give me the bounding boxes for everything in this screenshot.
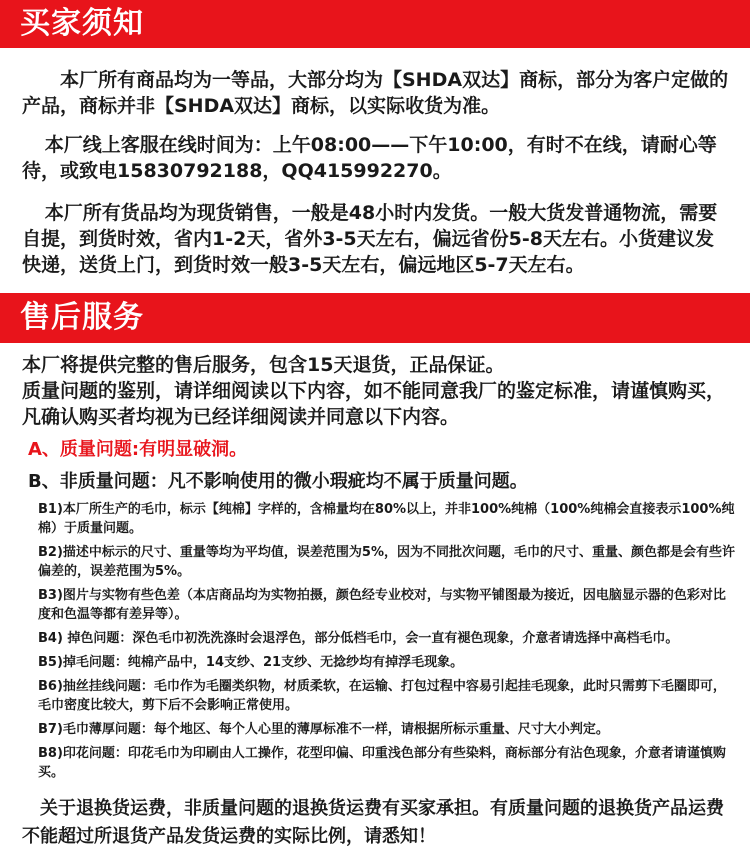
section-title-buyer-notice: 买家须知	[20, 6, 144, 41]
non-quality-issue-item-b: B、非质量问题：凡不影响使用的微小瑕疵均不属于质量问题。	[28, 471, 528, 492]
section-title-after-sales: 售后服务	[20, 300, 144, 335]
notice-shipping-paragraph: 本厂所有货品均为现货销售，一般是48小时内发货。一般大货发普通物流，需要自提，到货时效，省内1-2天，省外3-5天左右，偏远省份5-8天左右。小货建议发快递，送货上门，到货时效一般3-5天左右，偏远地区5-7天左右。	[22, 202, 718, 276]
list-item: B5)掉毛问题：纯棉产品中，14支纱、21支纱、无捻纱均有掉浮毛现象。	[38, 655, 464, 670]
list-item: B6)抽丝挂线问题：毛巾作为毛圈类织物，材质柔软，在运输、打包过程中容易引起挂毛现象，此时只需剪下毛圈即可，毛巾密度比较大，剪下后不会影响正常使用。	[38, 679, 726, 713]
list-item: B2)描述中标示的尺寸、重量等均为平均值，误差范围为5%，因为不同批次问题，毛巾的尺寸、重量、颜色都是会有些许偏差的，误差范围为5%。	[38, 545, 735, 579]
list-item: B3)图片与实物有些色差（本店商品均为实物拍摄，颜色经专业校对，与实物平铺图最为接近，因电脑显示器的色彩对比度和色温等都有差异等）。	[38, 588, 726, 622]
notice-service-hours-paragraph: 本厂线上客服在线时间为：上午08:00——下午10:00，有时不在线，请耐心等待，或致电15830792188，QQ415992270。	[22, 134, 717, 182]
list-item: B7)毛巾薄厚问题：每个地区、每个人心里的薄厚标准不一样，请根据所标示重量、尺寸大小判定。	[38, 722, 609, 737]
non-quality-issue-list	[38, 500, 738, 787]
list-item: B4) 掉色问题：深色毛巾初洗洗涤时会退浮色，部分低档毛巾，会一直有褪色现象，介意者请选择中高档毛巾。	[38, 631, 679, 646]
quality-issue-item-a: A、质量问题:有明显破洞。	[28, 439, 248, 460]
section-banner-buyer-notice	[0, 0, 750, 48]
list-item: B8)印花问题：印花毛巾为印刷由人工操作，花型印偏、印重浅色部分有些染料，商标部分有沾色现象，介意者请谨慎购买。	[38, 746, 726, 780]
section-banner-after-sales	[0, 293, 750, 343]
list-item: B1)本厂所生产的毛巾，标示【纯棉】字样的，含棉量均在80%以上，并非100%纯棉（100%纯棉会直接表示100%纯棉）于质量问题。	[38, 502, 735, 536]
return-shipping-fee-note: 关于退换货运费，非质量问题的退换货运费有买家承担。有质量问题的退换货产品运费不能超过所退货产品发货运费的实际比例，请悉知！	[22, 798, 724, 847]
after-sales-intro: 本厂将提供完整的售后服务，包含15天退货，正品保证。	[22, 354, 505, 376]
quality-identification-paragraph: 质量问题的鉴别，请详细阅读以下内容，如不能同意我厂的鉴定标准，请谨慎购买，凡确认购买者均视为已经详细阅读并同意以下内容。	[22, 380, 726, 428]
notice-trademark-paragraph: 本厂所有商品均为一等品，大部分均为【SHDA双达】商标，部分为客户定做的产品，商标并非【SHDA双达】商标，以实际收货为准。	[22, 69, 729, 117]
